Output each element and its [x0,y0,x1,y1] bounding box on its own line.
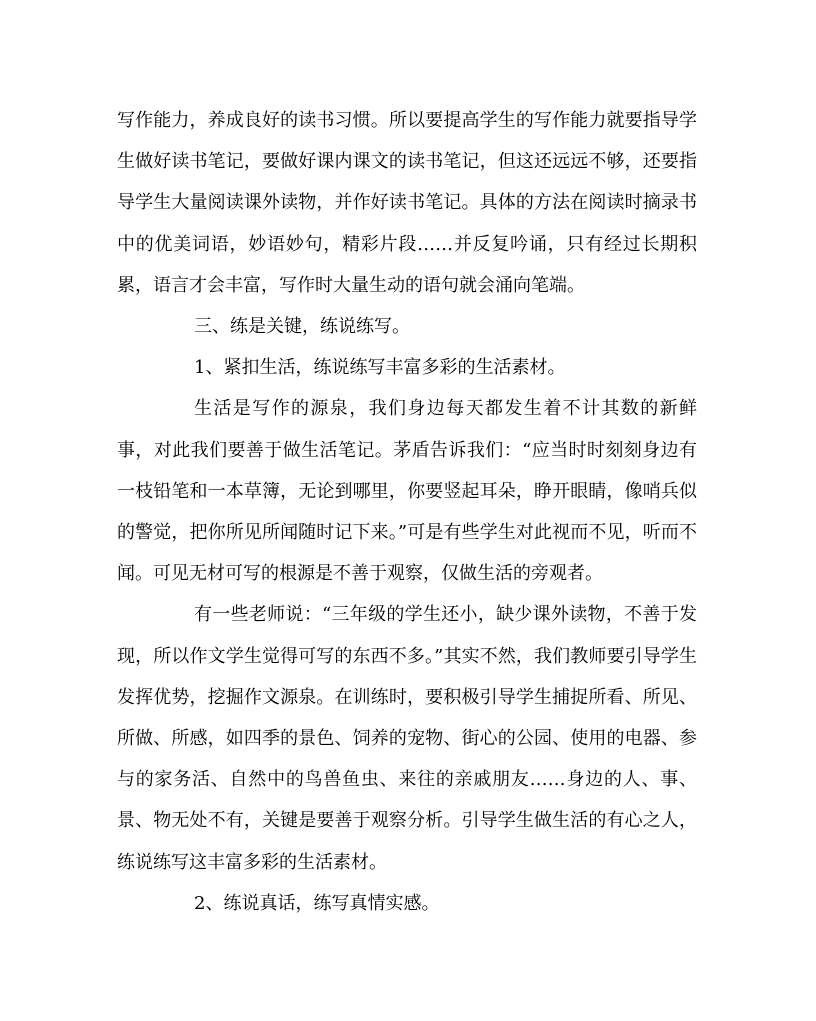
paragraph-teachers-say: 有一些老师说：“三年级的学生还小，缺少课外读物，不善于发现，所以作文学生觉得可写的东西不多。”其实不然，我们教师要引导学生发挥优势，挖掘作文源泉。在训练时，要积极引导学生捕捉所看、所见、所做、所感，如四季的景色、饲养的宠物、街心的公园、使用的电器、参与的家务活、自然中的鸟兽鱼虫、来往的亲戚朋友……身边的人、事、景、物无处不有，关键是要善于观察分析。引导学生做生活的有心之人，练说练写这丰富多彩的生活素材。 [117,604,697,873]
heading-subsection-two: 2、练说真话，练写真情实感。 [194,892,440,914]
paragraph-life-source: 生活是写作的源泉，我们身边每天都发生着不计其数的新鲜事，对此我们要善于做生活笔记。茅盾告诉我们：“应当时时刻刻身边有一枝铅笔和一本草簿，无论到哪里，你要竖起耳朵，睁开眼睛，像哨兵似的警觉，把你所见所闻随时记下来。”可是有些学生对此视而不见，听而不闻。可见无材可写的根源是不善于观察，仅做生活的旁观者。 [117,398,697,585]
paragraph-reading-notes: 写作能力，养成良好的读书习惯。所以要提高学生的写作能力就要指导学生做好读书笔记，要做好课内课文的读书笔记，但这还远远不够，还要指导学生大量阅读课外读物，并作好读书笔记。具体的方法在阅读时摘录书中的优美词语，妙语妙句，精彩片段……并反复吟诵，只有经过长期积累，语言才会丰富，写作时大量生动的语句就会涌向笔端。 [117,110,697,296]
heading-subsection-one: 1、紧扣生活，练说练写丰富多彩的生活素材。 [194,357,566,379]
document-page [117,100,697,924]
heading-section-three: 三、练是关键，练说练写。 [194,316,410,338]
